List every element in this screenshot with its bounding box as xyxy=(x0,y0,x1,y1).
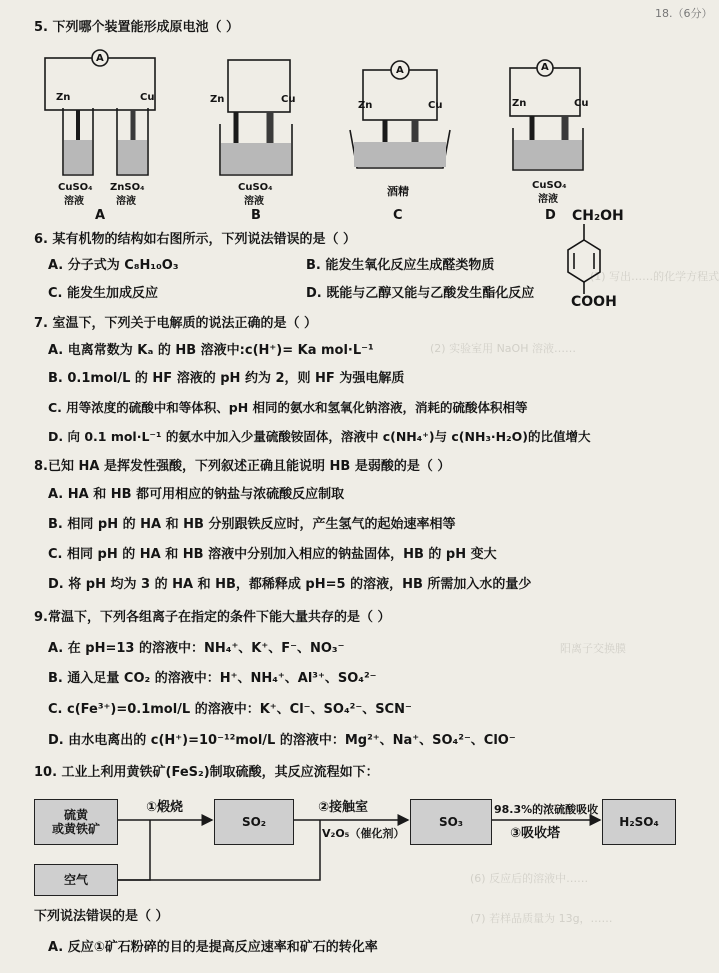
bleed-through-text: (6) 反应后的溶液中…… xyxy=(470,872,589,885)
bleed-through-text: (7) 若样品质量为 13g，…… xyxy=(470,912,613,925)
apparatus-a-solution2-b: 溶液 xyxy=(116,196,136,207)
flow-step-2: ②接触室 xyxy=(318,800,369,815)
apparatus-b-cu-label: Cu xyxy=(281,94,296,105)
structure-top-group: CH₂OH xyxy=(572,208,624,224)
apparatus-a xyxy=(45,50,155,175)
flow-box-so2-label: SO₂ xyxy=(241,815,267,829)
apparatus-a-solution1: CuSO₄ xyxy=(58,182,93,193)
q6-option-d: D. 既能与乙醇又能与乙酸发生酯化反应 xyxy=(306,286,535,301)
q7-option-b: B. 0.1mol/L 的 HF 溶液的 pH 约为 2，则 HF 为强电解质 xyxy=(48,371,405,386)
apparatus-a-letter: A xyxy=(95,208,106,223)
flow-catalyst: V₂O₅（催化剂） xyxy=(322,827,405,840)
q8-option-b: B. 相同 pH 的 HA 和 HB 分别跟铁反应时，产生氢气的起始速率相等 xyxy=(48,517,456,532)
flow-box-so2 xyxy=(214,799,294,845)
apparatus-d-letter: D xyxy=(545,208,556,223)
flow-box-so3-label: SO₃ xyxy=(438,815,464,829)
q7-option-d: D. 向 0.1 mol·L⁻¹ 的氨水中加入少量硫酸铵固体，溶液中 c(NH₄⁺)与 c(NH₃·H₂O)的比值增大 xyxy=(48,429,591,444)
q7-option-a: A. 电离常数为 Kₐ 的 HB 溶液中:c(H⁺)= Ka mol·L⁻¹ xyxy=(48,343,374,358)
ammeter-c-label: A xyxy=(396,65,404,76)
ammeter-d-label: A xyxy=(541,62,549,73)
apparatus-d xyxy=(510,60,583,170)
q9-option-d: D. 由水电离出的 c(H⁺)=10⁻¹²mol/L 的溶液中：Mg²⁺、Na⁺、SO₄²⁻、ClO⁻ xyxy=(48,733,516,748)
q6-option-c: C. 能发生加成反应 xyxy=(48,286,159,301)
apparatus-d-solution: CuSO₄ xyxy=(532,180,567,191)
corner-label: 18.（6分） xyxy=(655,7,713,20)
q6-option-a: A. 分子式为 C₈H₁₀O₃ xyxy=(48,258,179,273)
structure-bottom-group: COOH xyxy=(571,294,617,310)
apparatus-c-cu-label: Cu xyxy=(428,100,443,111)
q6-option-b: B. 能发生氧化反应生成醛类物质 xyxy=(306,258,495,273)
apparatus-a-solution1-b: 溶液 xyxy=(64,196,84,207)
flow-box-so3 xyxy=(410,799,492,845)
apparatus-a-solution2: ZnSO₄ xyxy=(110,182,145,193)
question-9-stem: 9.常温下，下列各组离子在指定的条件下能大量共存的是（ ） xyxy=(34,610,391,625)
q9-option-b: B. 通入足量 CO₂ 的溶液中：H⁺、NH₄⁺、Al³⁺、SO₄²⁻ xyxy=(48,671,377,686)
bleed-through-text: 阳离子交换膜 xyxy=(560,642,626,655)
flow-box-h2so4-label: H₂SO₄ xyxy=(619,815,659,829)
flow-absorb-text: 98.3%的浓硫酸吸收 xyxy=(494,803,599,816)
q8-option-a: A. HA 和 HB 都可用相应的钠盐与浓硫酸反应制取 xyxy=(48,487,345,502)
flow-step-1: ①煅烧 xyxy=(146,800,184,815)
galvanic-cell-diagrams xyxy=(0,40,693,215)
bleed-through-text: (2) 实验室用 NaOH 溶液…… xyxy=(430,342,576,355)
flow-box-ore xyxy=(34,799,118,845)
apparatus-c-zn-label: Zn xyxy=(358,100,373,111)
q8-option-c: C. 相同 pH 的 HA 和 HB 溶液中分别加入相应的钠盐固体，HB 的 pH 变大 xyxy=(48,547,497,562)
flow-box-air xyxy=(34,864,118,896)
apparatus-d-solution-b: 溶液 xyxy=(538,194,558,205)
q9-option-a: A. 在 pH=13 的溶液中：NH₄⁺、K⁺、F⁻、NO₃⁻ xyxy=(48,641,345,656)
flow-box-ore-line1: 硫黄 xyxy=(63,808,88,822)
apparatus-a-zn-label: Zn xyxy=(56,92,71,103)
apparatus-b xyxy=(220,60,292,175)
flow-step-3: ③吸收塔 xyxy=(510,826,561,841)
question-6-stem: 6. 某有机物的结构如右图所示，下列说法错误的是（ ） xyxy=(34,232,357,247)
apparatus-b-zn-label: Zn xyxy=(210,94,225,105)
question-10-stem: 10. 工业上利用黄铁矿(FeS₂)制取硫酸，其反应流程如下： xyxy=(34,765,379,780)
bleed-through-text: (1) 写出……的化学方程式 xyxy=(590,270,719,283)
q8-option-d: D. 将 pH 均为 3 的 HA 和 HB，都稀释成 pH=5 的溶液，HB 所需加入水的量少 xyxy=(48,577,532,592)
question-5-stem: 5. 下列哪个装置能形成原电池（ ） xyxy=(34,20,240,35)
flow-box-h2so4 xyxy=(602,799,676,845)
apparatus-b-solution-b: 溶液 xyxy=(244,196,264,207)
ammeter-a-label: A xyxy=(96,53,104,64)
q9-option-c: C. c(Fe³⁺)=0.1mol/L 的溶液中：K⁺、Cl⁻、SO₄²⁻、SCN⁻ xyxy=(48,702,412,717)
q10-option-a: A. 反应①矿石粉碎的目的是提高反应速率和矿石的转化率 xyxy=(48,940,378,955)
question-7-stem: 7. 室温下，下列关于电解质的说法正确的是（ ） xyxy=(34,316,318,331)
apparatus-b-letter: B xyxy=(251,208,261,223)
flow-box-air-label: 空气 xyxy=(63,873,88,887)
question-10-subquestion: 下列说法错误的是（ ） xyxy=(34,909,169,924)
apparatus-a-cu-label: Cu xyxy=(140,92,155,103)
flow-box-ore-line2: 或黄铁矿 xyxy=(51,822,100,836)
question-8-stem: 8.已知 HA 是挥发性强酸，下列叙述正确且能说明 HB 是弱酸的是（ ） xyxy=(34,459,451,474)
apparatus-c-letter: C xyxy=(393,208,403,223)
apparatus-c-solution: 酒精 xyxy=(387,185,409,198)
apparatus-b-solution: CuSO₄ xyxy=(238,182,273,193)
apparatus-d-cu-label: Cu xyxy=(574,98,589,109)
q7-option-c: C. 用等浓度的硫酸中和等体积、pH 相同的氨水和氢氧化钠溶液，消耗的硫酸体积相等 xyxy=(48,400,528,415)
apparatus-d-zn-label: Zn xyxy=(512,98,527,109)
